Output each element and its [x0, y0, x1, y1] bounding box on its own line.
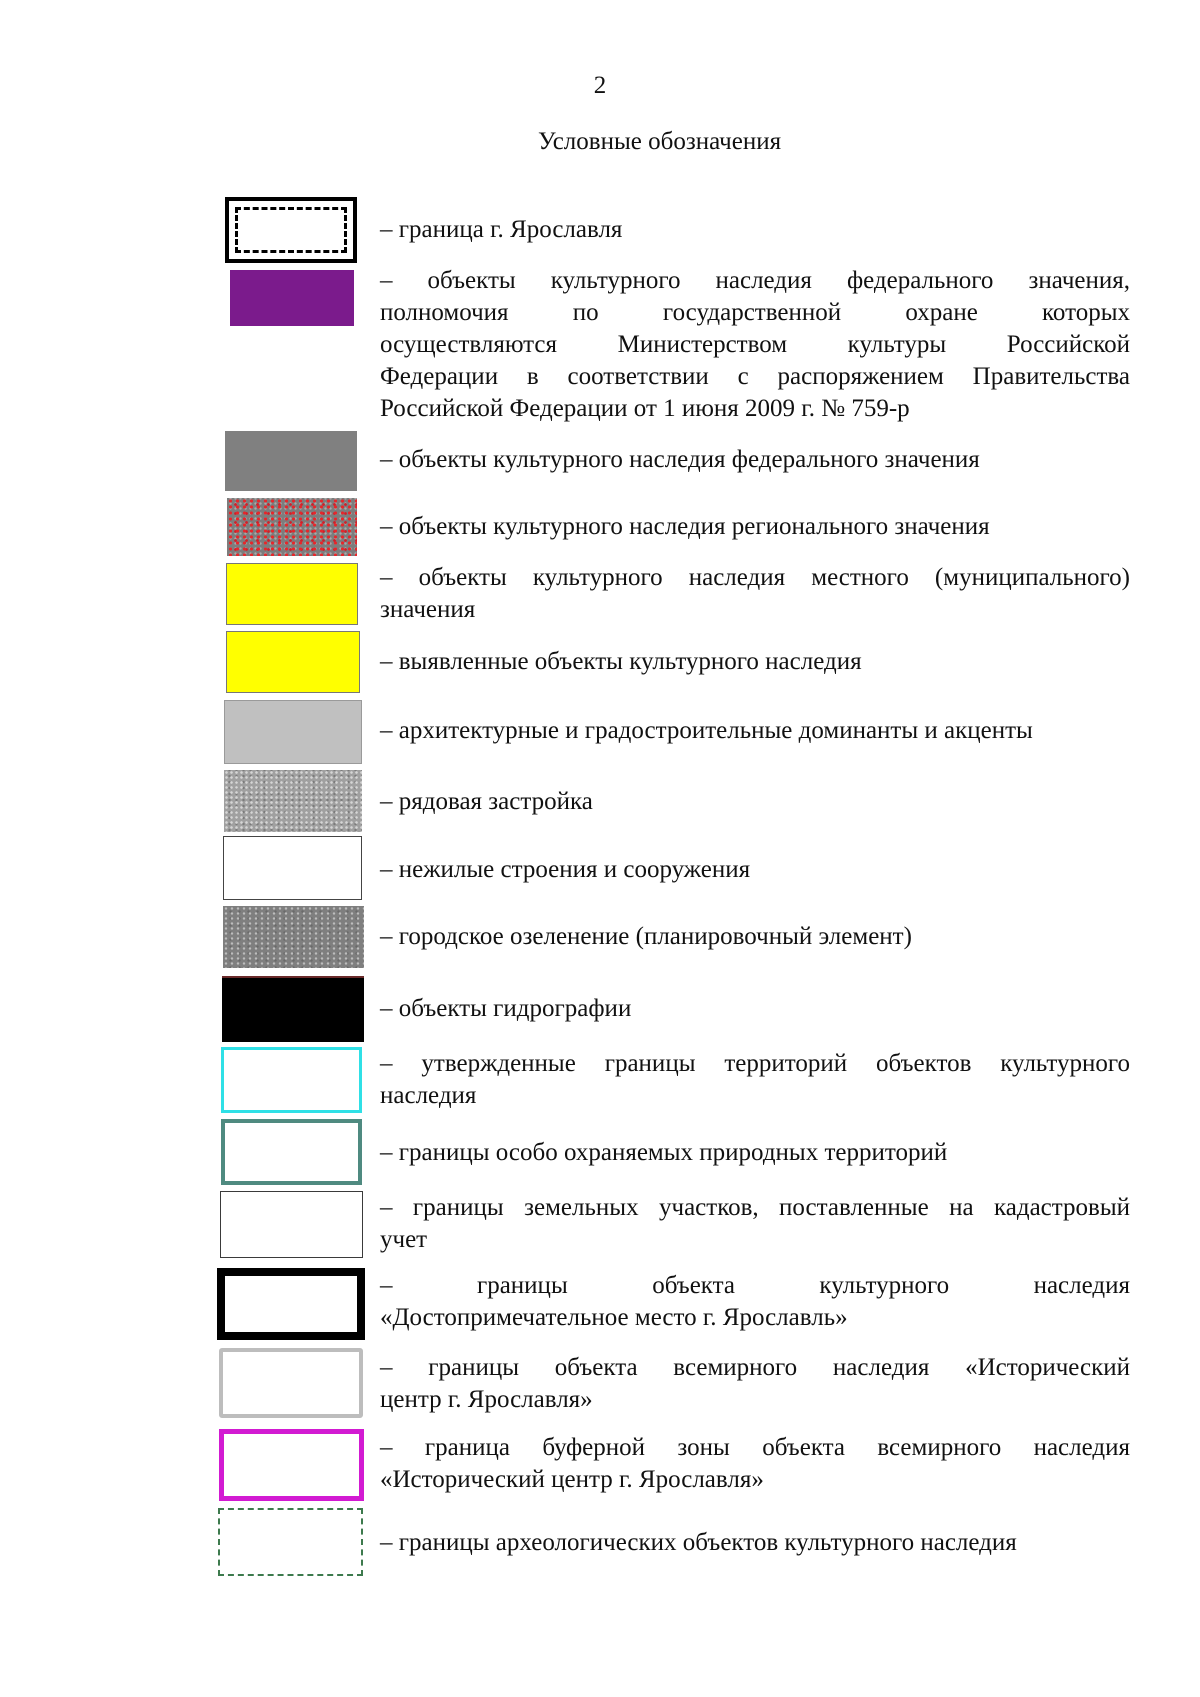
legend-text: – границы объекта всемирного наследия «Исторический	[380, 1354, 1130, 1381]
white-fill-swatch	[223, 836, 362, 900]
legend-text: – объекты культурного наследия местного (муниципального)	[380, 564, 1130, 591]
legend-text: – объекты культурного наследия регионального значения	[380, 513, 990, 540]
city-boundary-swatch	[225, 197, 357, 263]
grey-noise-fill-swatch	[224, 770, 362, 832]
yellow-fill-swatch	[226, 563, 358, 625]
black-fill-swatch	[222, 976, 364, 1042]
legend-text: полномочия по государственной охране которых	[380, 299, 1130, 326]
magenta-outline-swatch	[219, 1429, 364, 1501]
legend-text: – границы земельных участков, поставленные на кадастровый	[380, 1194, 1130, 1221]
light-grey-fill-swatch	[224, 700, 362, 764]
legend-text: – границы особо охраняемых природных территорий	[380, 1139, 948, 1166]
teal-outline-swatch	[221, 1119, 362, 1185]
purple-fill-swatch	[230, 270, 354, 326]
green-dashed-outline-swatch	[218, 1508, 363, 1576]
grey-outline-swatch	[219, 1348, 363, 1418]
legend-text: «Исторический центр г. Ярославля»	[380, 1466, 764, 1493]
legend-text: Федерации в соответствии с распоряжением Правительства	[380, 363, 1130, 390]
legend-text: – объекты гидрографии	[380, 995, 632, 1022]
legend-text: осуществляются Министерством культуры Российской	[380, 331, 1130, 358]
legend-text: центр г. Ярославля»	[380, 1386, 593, 1413]
cyan-outline-swatch	[221, 1047, 362, 1113]
yellow-fill-2-swatch	[226, 631, 360, 693]
legend-text: – выявленные объекты культурного наследия	[380, 648, 862, 675]
legend-text: – городское озеленение (планировочный элемент)	[380, 923, 912, 950]
page-title: Условные обозначения	[538, 128, 782, 155]
legend-text: – границы объекта культурного наследия	[380, 1272, 1130, 1299]
legend-text: Российской Федерации от 1 июня 2009 г. № 759-р	[380, 395, 910, 422]
legend-text: – границы археологических объектов культурного наследия	[380, 1529, 1017, 1556]
legend-text: – утвержденные границы территорий объектов культурного	[380, 1050, 1130, 1077]
legend-text: «Достопримечательное место г. Ярославль»	[380, 1304, 848, 1331]
legend-text: – граница г. Ярославля	[380, 216, 623, 243]
page-number: 2	[593, 72, 607, 99]
thick-black-outline-swatch	[217, 1268, 365, 1340]
legend-text: – нежилые строения и сооружения	[380, 856, 751, 883]
legend-text: – рядовая застройка	[380, 788, 593, 815]
grey-fill-swatch	[225, 431, 357, 491]
legend-text: – граница буферной зоны объекта всемирного наследия	[380, 1434, 1130, 1461]
thin-outline-swatch	[220, 1191, 363, 1258]
legend-text: – объекты культурного наследия федерального значения	[380, 446, 980, 473]
legend-text: значения	[380, 596, 476, 623]
legend-text: учет	[380, 1226, 428, 1253]
legend-text: – архитектурные и градостроительные доминанты и акценты	[380, 717, 1033, 744]
legend-text: – объекты культурного наследия федерального значения,	[380, 267, 1130, 294]
legend-text: наследия	[380, 1082, 477, 1109]
grey-red-fill-swatch	[227, 498, 357, 556]
dark-noise-fill-swatch	[223, 906, 364, 968]
